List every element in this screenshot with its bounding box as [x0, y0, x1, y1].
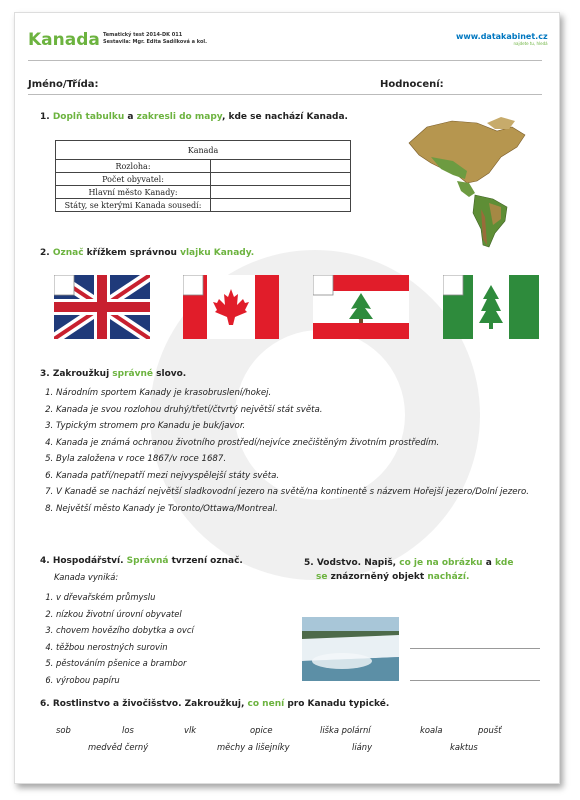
site-link[interactable]: [456, 32, 548, 46]
flag-lebanon-option[interactable]: [313, 275, 409, 339]
word-opice[interactable]: opice: [250, 725, 273, 735]
canada-table: [55, 140, 351, 212]
list-item[interactable]: 1. v dřevařském průmyslu: [56, 589, 296, 606]
list-item[interactable]: 7. V Kanadě se nachází největší sladkovodní jezero na světě/na kontinentě s názvem Hořejší jezero/Dolní jezero.: [56, 484, 536, 501]
economy-list: [40, 589, 296, 688]
grade-label: Hodnocení:: [380, 79, 444, 90]
checkbox-square[interactable]: [54, 275, 74, 295]
question-4: 4. Hospodářství. Správná tvrzení označ.: [40, 556, 243, 566]
flag-uk-option[interactable]: [54, 275, 150, 339]
waterfall-photo: [302, 617, 399, 681]
list-item[interactable]: 4. Kanada je známá ochranou životního prostředí/nejvíce znečištěným životním prostředím.: [56, 435, 536, 452]
list-item[interactable]: 3. Typickým stromem pro Kanadu je buk/javor.: [56, 418, 536, 435]
table-row: Hlavní město Kanady:: [56, 186, 351, 199]
answer-cell[interactable]: [211, 186, 351, 199]
name-divider: [28, 94, 542, 95]
question-1: 1. Doplň tabulku a zakresli do mapy, kde se nachází Kanada.: [40, 112, 348, 122]
header-divider: [28, 60, 542, 61]
table-title: Kanada: [56, 141, 351, 160]
question-3: 3. Zakroužkuj správné slovo.: [40, 369, 187, 379]
word-los[interactable]: los: [122, 725, 134, 735]
table-row: Počet obyvatel:: [56, 173, 351, 186]
answer-cell[interactable]: [211, 199, 351, 212]
checkbox-square[interactable]: [183, 275, 203, 295]
word-kaktus[interactable]: kaktus: [450, 742, 478, 752]
table-row: Rozloha:: [56, 160, 351, 173]
word-vlk[interactable]: vlk: [184, 725, 197, 735]
answer-line[interactable]: [410, 648, 540, 649]
checkbox-square[interactable]: [443, 275, 463, 295]
site-tagline: najdete tu, hledá: [513, 41, 548, 46]
word-medved-cerny[interactable]: medvěd černý: [88, 742, 149, 752]
list-item[interactable]: 6. výrobou papíru: [56, 672, 296, 689]
word-liany[interactable]: liány: [352, 742, 373, 752]
meta-line-1: Tematický test 2014-DK 011: [103, 32, 183, 38]
word-koala[interactable]: koala: [420, 725, 443, 735]
list-item[interactable]: 3. chovem hovězího dobytka a ovcí: [56, 622, 296, 639]
question-5: 5. Vodstvo. Napiš, co je na obrázku a kde se znázorněný objekt nachází.: [304, 558, 514, 582]
sentence-list: [40, 385, 536, 517]
word-poust[interactable]: poušť: [478, 725, 502, 735]
list-item[interactable]: 2. Kanada je svou rozlohou druhý/třetí/čtvrtý největší stát světa.: [56, 402, 536, 419]
table-row: Státy, se kterými Kanada sousedí:: [56, 199, 351, 212]
q4-intro: Kanada vyniká:: [54, 572, 119, 582]
header-meta: [103, 32, 207, 46]
word-sob[interactable]: sob: [56, 725, 71, 735]
americas-map[interactable]: [397, 113, 552, 253]
flag-norfolk-option[interactable]: [443, 275, 539, 339]
answer-cell[interactable]: [211, 160, 351, 173]
list-item[interactable]: 6. Kanada patří/nepatří mezi nejvyspělejší státy světa.: [56, 468, 536, 485]
checkbox-square[interactable]: [313, 275, 333, 295]
word-liska-polarni[interactable]: liška polární: [320, 725, 371, 735]
answer-cell[interactable]: [211, 173, 351, 186]
list-item[interactable]: 5. pěstováním pšenice a brambor: [56, 655, 296, 672]
flag-canada-option[interactable]: [183, 275, 279, 339]
question-6: 6. Rostlinstvo a živočišstvo. Zakroužkuj, co není pro Kanadu typické.: [40, 699, 390, 709]
list-item[interactable]: 4. těžbou nerostných surovin: [56, 639, 296, 656]
list-item[interactable]: 1. Národním sportem Kanady je krasobruslení/hokej.: [56, 385, 536, 402]
list-item[interactable]: 2. nízkou životní úrovní obyvatel: [56, 606, 296, 623]
list-item[interactable]: 5. Byla založena v roce 1867/v roce 1687.: [56, 451, 536, 468]
word-mechy-lisejniky[interactable]: měchy a lišejníky: [217, 742, 290, 752]
name-label: Jméno/Třída:: [28, 79, 99, 90]
meta-line-2: Sestavila: Mgr. Edita Sadílková a kol.: [103, 39, 208, 45]
answer-line[interactable]: [410, 680, 540, 681]
page-title: Kanada: [28, 30, 100, 50]
site-url[interactable]: www.datakabinet.cz: [456, 32, 548, 41]
list-item[interactable]: 8. Největší město Kanady je Toronto/Ottawa/Montreal.: [56, 501, 536, 518]
question-2: 2. Označ křížkem správnou vlajku Kanady.: [40, 248, 255, 258]
